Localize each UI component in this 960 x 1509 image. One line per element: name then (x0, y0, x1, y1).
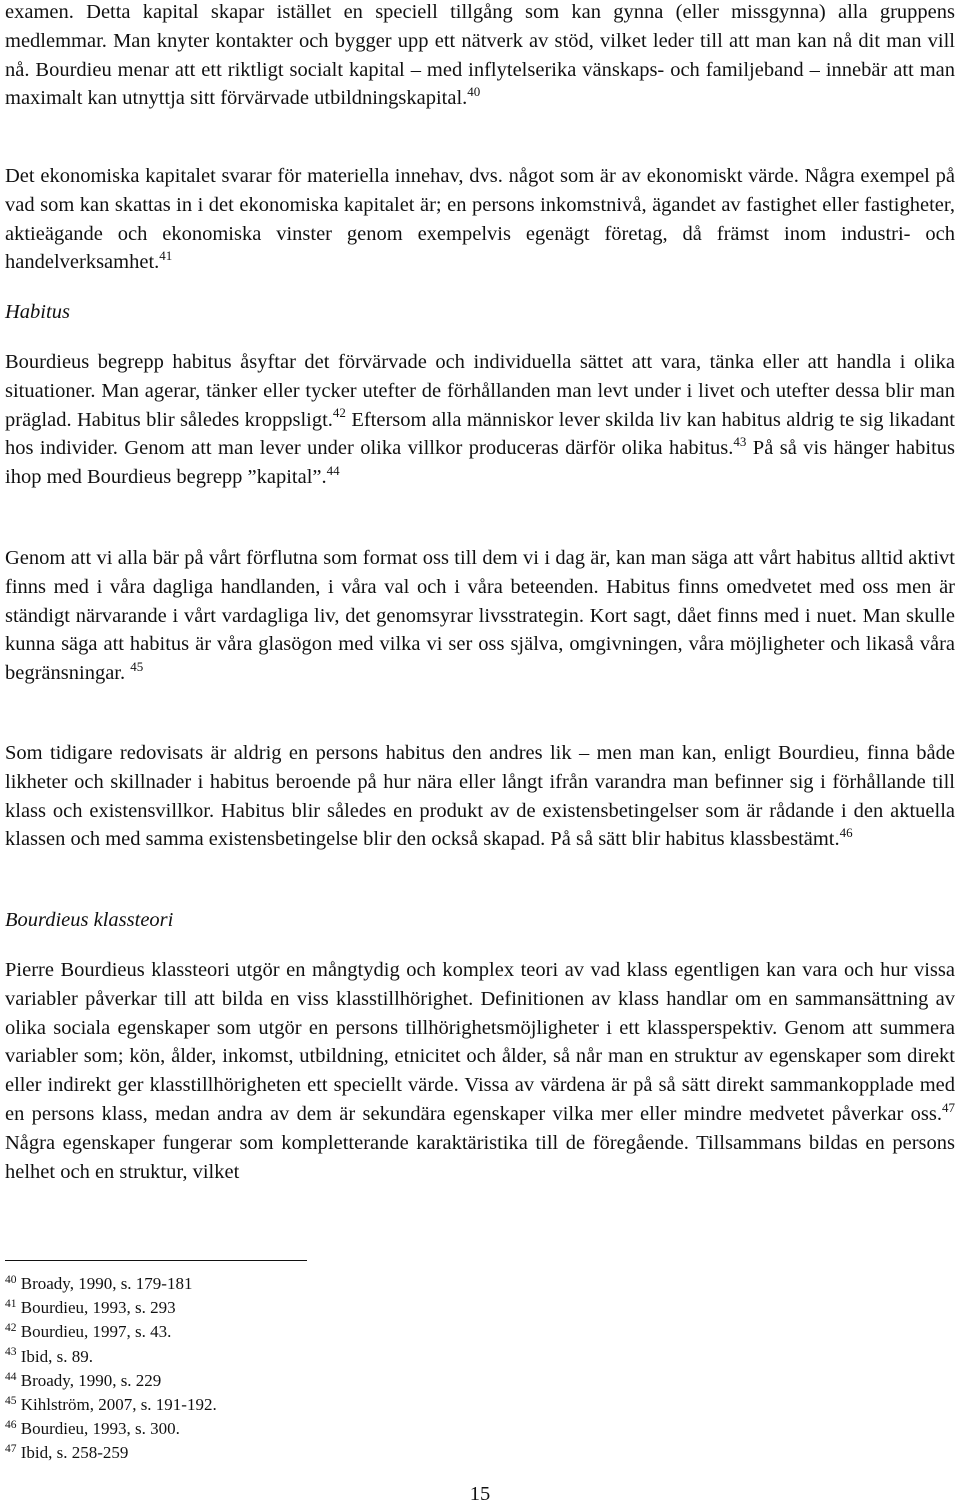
footnote-text: Bourdieu, 1993, s. 293 (16, 1298, 176, 1318)
paragraph-habitus-class (5, 739, 955, 854)
footnote-text: Bourdieu, 1993, s. 300. (16, 1419, 180, 1439)
footnote-number: 42 (5, 1322, 17, 1335)
footnote-text: Kihlström, 2007, s. 191-192. (16, 1395, 217, 1415)
paragraph-text: På så vis hänger habitus ihop med Bourdieus begrepp ”kapital”. (5, 437, 955, 489)
footnote-ref-40: 40 (467, 83, 481, 99)
paragraph-text: Genom att vi alla bär på vårt förflutna som format oss till dem vi i dag är, kan man säga att vårt habitus alltid aktivt finns med i våra dagliga handlanden, i våra val och i våra beteenden. Habitus finns omedvetet med oss men är ständigt närvarande i vårt vardagliga liv, det genomsyrar livsstrategin. Kort sagt, dået finns med i nuet. Man skulle kunna säga att habitus är våra glasögon med vilka vi ser oss själva, omgivningen, våra möjligheter och likaså våra begränsningar. (5, 547, 955, 685)
footnote-number: 43 (5, 1346, 17, 1359)
footnote-42 (5, 1320, 217, 1344)
footnote-41 (5, 1296, 217, 1320)
footnote-divider (5, 1260, 307, 1261)
footnote-number: 47 (5, 1443, 17, 1456)
footnote-number: 40 (5, 1273, 17, 1286)
footnote-text: Bourdieu, 1997, s. 43. (16, 1322, 172, 1342)
paragraph-text: Bourdieus begrepp habitus åsyftar det förvärvade och individuella sättet att vara, tänka eller att handla i olika situationer. Man agerar, tänker eller tycker utefter de förhållanden man levt under i livet och utefter dessa blir man präglad. Habitus blir således kroppsligt. (5, 351, 955, 431)
section-heading-habitus: Habitus (5, 301, 70, 323)
footnote-40 (5, 1272, 217, 1296)
footnote-ref-41: 41 (159, 247, 173, 263)
footnote-ref-45: 45 (130, 658, 144, 674)
paragraph-social-capital (5, 0, 955, 113)
footnote-46 (5, 1417, 217, 1441)
footnote-43 (5, 1345, 217, 1369)
paragraph-text: examen. Detta kapital skapar istället en speciell tillgång som kan gynna (eller missgynna) alla gruppens medlemmar. Man knyter kontakter och bygger upp ett nätverk av stöd, vilket leder till att man kan nå dit man vill nå. Bourdieu menar att ett riktligt socialt kapital – med inflytelserika vänskaps- och familjeband – innebär att man maximalt kan utnyttja sitt förvärvade utbildningskapital. (5, 1, 955, 110)
footnote-number: 45 (5, 1394, 17, 1407)
footnote-ref-44: 44 (326, 462, 340, 478)
paragraph-habitus-past (5, 544, 955, 688)
paragraph-economic-capital (5, 162, 955, 277)
footnote-number: 46 (5, 1418, 17, 1431)
paragraph-habitus-definition (5, 348, 955, 492)
footnote-ref-47: 47 (942, 1099, 955, 1115)
footnote-47 (5, 1441, 217, 1465)
paragraph-text: Några egenskaper fungerar som kompletterande karaktäristika till de föregående. Tillsammans bildas en persons helhet och en struktur, vilket (5, 1131, 955, 1183)
paragraph-text: Eftersom alla människor lever skilda liv kan habitus aldrig te sig likadant hos individer. Genom att man lever under olika villkor produceras därför olika habitus. (5, 408, 955, 460)
document-page (5, 0, 955, 1509)
footnote-44 (5, 1369, 217, 1393)
page-number: 15 (469, 1483, 491, 1505)
footnote-text: Broady, 1990, s. 229 (16, 1370, 162, 1390)
footnotes-list (5, 1272, 217, 1466)
paragraph-text: Pierre Bourdieus klassteori utgör en mångtydig och komplex teori av vad klass egentligen kan vara och hur vissa variabler påverkar till att bilda en viss klasstillhörighet. Definitionen av klass handlar om en sammansättning av olika sociala egenskaper som utgör en persons tillhörighetsmöjligheter i ett klassperspektiv. Genom att summera variabler som; kön, ålder, inkomst, utbildning, etnicitet och ålder, så når man en struktur av egenskaper som direkt eller indirekt ger klasstillhörigheten ett speciellt värde. Vissa av värdena är på så sätt direkt sammankopplade med en persons klass, medan andra av dem är sekundära egenskaper vilka mer eller mindre medvetet påverkar oss. (5, 959, 955, 1125)
paragraph-class-theory (5, 956, 955, 1186)
footnote-text: Broady, 1990, s. 179-181 (16, 1274, 193, 1293)
footnote-text: Ibid, s. 89. (16, 1346, 93, 1366)
footnote-45 (5, 1393, 217, 1417)
paragraph-text: Som tidigare redovisats är aldrig en persons habitus den andres lik – men man kan, enligt Bourdieu, finna både likheter och skillnader i habitus beroende på hur nära eller långt ifrån varandra man befinner sig i förhållande till klass och existensvillkor. Habitus blir således en produkt av de existensbetingelser som är rådande i den aktuella klassen och med samma existensbetingelse blir den också skapad. På så sätt blir habitus klassbestämt. (5, 742, 955, 851)
footnote-ref-42: 42 (332, 405, 346, 421)
section-heading-klassteori: Bourdieus klassteori (5, 909, 174, 931)
paragraph-text: Det ekonomiska kapitalet svarar för materiella innehav, dvs. något som är av ekonomiskt värde. Några exempel på vad som kan skattas in i det ekonomiska kapitalet är; en persons inkomstnivå, ägandet av fastighet eller fastigheter, aktieägande och ekonomiska vinster genom exempelvis egenägt företag, då främst inom industri- och handelverksamhet. (5, 165, 955, 274)
footnote-ref-43: 43 (733, 433, 747, 449)
footnote-number: 44 (5, 1370, 17, 1383)
footnote-text: Ibid, s. 258-259 (16, 1443, 129, 1463)
footnote-number: 41 (5, 1297, 17, 1310)
footnote-ref-46: 46 (839, 824, 853, 840)
